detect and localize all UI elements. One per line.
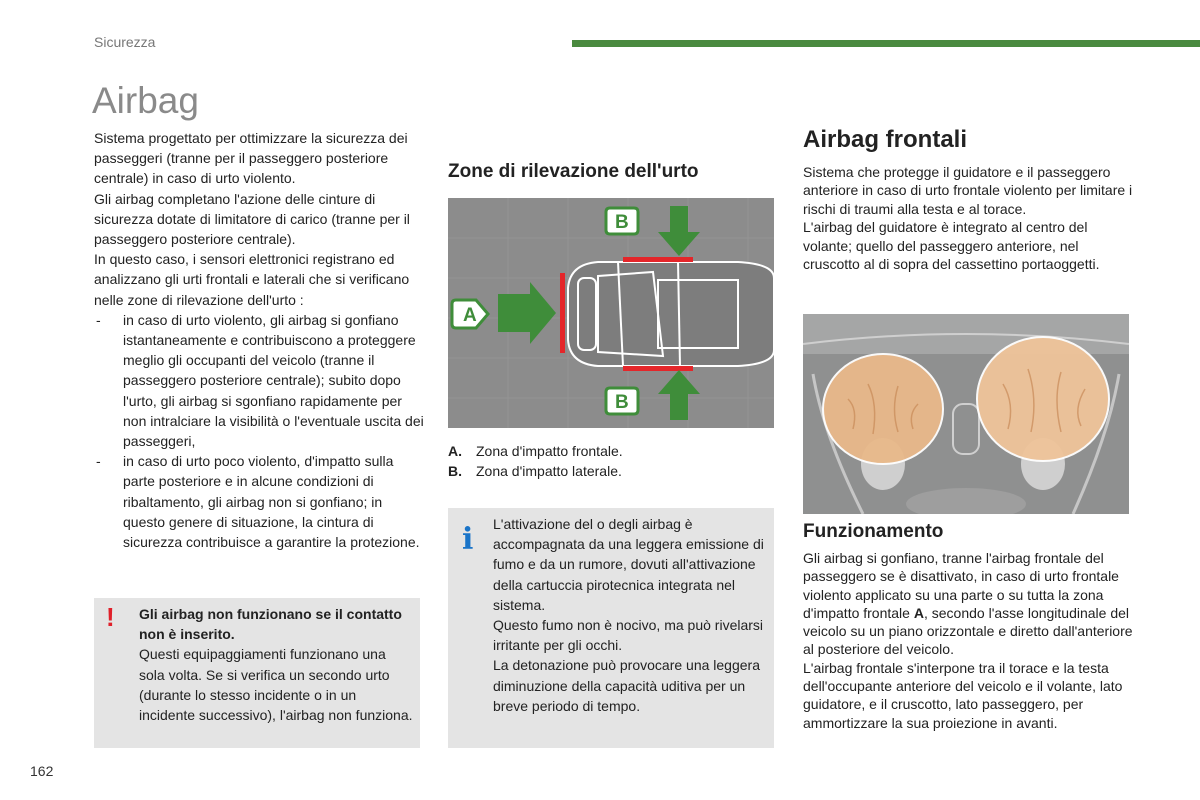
side-arrow-top-icon	[658, 206, 700, 256]
intro-paragraph-2: Gli airbag completano l'azione delle cinture di sicurezza dotate di limitatore di carico (tranne per il passeggero posteriore centrale).	[94, 190, 410, 248]
car-outline	[568, 262, 774, 366]
frontal-airbag-text: Sistema che protegge il guidatore e il passeggero anteriore in caso di urto frontale violento per limitare i rischi di traumi alla testa e al torace. L'airbag del guidatore è integrato al centro del volante; quello del passeggero anteriore, nel cruscotto al di sopra del cassettino portaoggetti.	[803, 164, 1133, 273]
warning-box	[94, 598, 420, 748]
frontal-airbag-heading: Airbag frontali	[803, 126, 968, 153]
side-arrow-bottom-icon	[658, 370, 700, 420]
function-heading: Funzionamento	[803, 521, 944, 542]
driver-airbag	[823, 354, 943, 464]
warning-body-text: Questi equipaggiamenti funzionano una sola volta. Se si verifica un secondo urto (durante lo stesso incidente o in un incidente successivo), l'airbag non funziona.	[139, 646, 413, 724]
legend-item-b: B. Zona d'impatto laterale.	[448, 463, 622, 479]
list-item: - in caso di urto violento, gli airbag si gonfiano istantaneamente e contribuiscono a proteggere meglio gli occupanti del veicolo (tranne il passeggero posteriore centrale); subito dopo l'urto, gli airbag si sgonfiano rapidamente per non intralciare la visibilità o l'eventuale uscita dei passeggeri,	[94, 310, 424, 451]
side-impact-zone-bottom	[623, 366, 693, 371]
intro-column	[94, 128, 424, 552]
side-impact-zone-top	[623, 257, 693, 262]
impact-zones-diagram	[448, 198, 774, 428]
passenger-airbag	[977, 337, 1109, 461]
legend-item-a: A. Zona d'impatto frontale.	[448, 443, 623, 459]
header-accent-bar	[572, 40, 1200, 47]
front-impact-zone	[560, 273, 565, 353]
car-top-view-illustration	[448, 198, 774, 428]
zones-heading: Zone di rilevazione dell'urto	[448, 161, 699, 182]
function-text: Gli airbag si gonfiano, tranne l'airbag frontale del passeggero se è disattivato, in caso di urto frontale violento applicato su una parte o su tutta la zona d'impatto frontale A, secondo l'asse longitudinale del veicolo su un piano orizzontale e diretto dall'anteriore al posteriore del veicolo. L'airbag frontale s'interpone tra il torace e la testa dell'occupante anteriore del veicolo e il volante, lato guidatore, e il cruscotto, lato passeggero, per ammortizzare la sua proiezione in avanti.	[803, 550, 1133, 731]
zones-legend	[448, 441, 778, 481]
front-arrow-icon	[498, 282, 556, 344]
zone-b-label-top: B	[615, 212, 629, 233]
frontal-airbags-illustration	[803, 314, 1129, 514]
page-title: Airbag	[92, 80, 199, 121]
warning-text	[139, 604, 414, 725]
info-box	[448, 508, 774, 748]
intro-paragraph-3: In questo caso, i sensori elettronici registrano ed analizzano gli urti frontali e laterali che si verificano nelle zone di rilevazione dell'urto :	[94, 251, 410, 308]
info-icon: i	[462, 522, 474, 557]
section-label: Sicurezza	[94, 34, 156, 50]
intro-bullet-list	[94, 310, 424, 552]
info-text: L'attivazione del o degli airbag è accompagnata da una leggera emissione di fumo e da un rumore, dovuti all'attivazione della cartuccia pirotecnica integrata nel sistema. Questo fumo non è nocivo, ma può rivelarsi irritante per gli occhi. La detonazione può provocare una leggera diminuzione della capacità uditiva per un breve periodo di tempo.	[493, 516, 764, 714]
zone-a-label: A	[463, 305, 477, 326]
page-number: 162	[30, 763, 54, 779]
intro-paragraph-1: Sistema progettato per ottimizzare la sicurezza dei passeggeri (tranne per il passeggero posteriore centrale) in caso di urto violento.	[94, 130, 408, 187]
zone-b-label-bottom: B	[615, 392, 629, 413]
exclamation-icon: !	[106, 602, 115, 632]
warning-bold-text: Gli airbag non funzionano se il contatto non è inserito.	[139, 606, 402, 643]
list-item: - in caso di urto poco violento, d'impatto sulla parte posteriore e in alcune condizioni di ribaltamento, gli airbag non si gonfiano; in questo genere di situazione, la cintura di sicurezza contribuisce a garantire la protezione.	[94, 451, 424, 552]
